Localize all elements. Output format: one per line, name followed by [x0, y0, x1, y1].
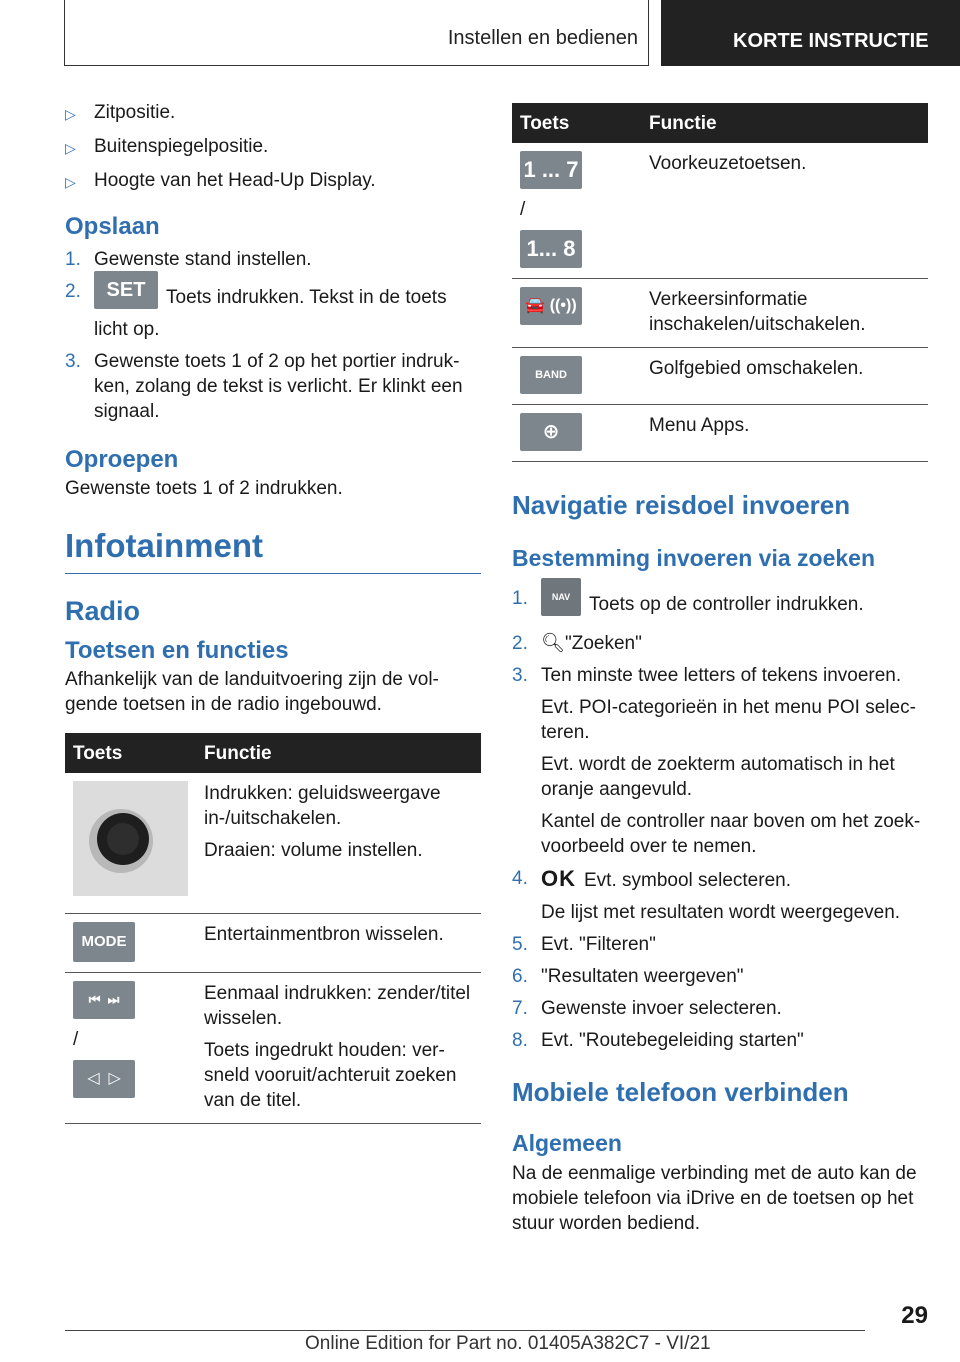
step-item: 8. Evt. "Routebegeleiding starten" — [512, 1030, 804, 1051]
band-key-icon: BAND — [520, 356, 582, 394]
ok-symbol-icon: OK — [541, 866, 576, 891]
table-row: 🚘 ((•)) Verkeersinformatie inschakelen/uitschakelen. — [512, 279, 928, 348]
bullet-item: ▷ Buitenspiegelpositie. — [65, 134, 481, 161]
step-item: 1. NAV Toets op de controller indrukken. — [512, 586, 928, 624]
apps-globe-key-icon: ⊕ — [520, 413, 582, 451]
heading-opslaan: Opslaan — [65, 213, 160, 240]
footer-edition: Online Edition for Part no. 01405A382C7 - VI/21 — [305, 1333, 711, 1354]
triangle-bullet-icon: ▷ — [65, 140, 76, 156]
heading-algemeen: Algemeen — [512, 1130, 622, 1156]
step-item: 3. Gewenste toets 1 of 2 op het portier indruk-ken, zolang de tekst is verlicht. Er klinkt een signaal. — [65, 351, 463, 422]
footer-divider — [65, 1330, 865, 1331]
mode-key-icon: MODE — [73, 922, 135, 962]
table-row: MODE Entertainmentbron wisselen. — [65, 914, 481, 973]
step-item: 3. Ten minste twee letters of tekens invoeren. Evt. POI-categorieën in het menu POI selec-teren. Evt. wordt de zoekterm automatisch in het oranje aangevuld. Kantel de controller naar boven om het zoek-voorbeeld over te nemen. — [512, 665, 921, 857]
table-row: Indrukken: geluidsweergave in-/uitschakelen. Draaien: volume instellen. — [65, 773, 481, 914]
triangle-bullet-icon: ▷ — [65, 106, 76, 122]
heading-toetsen: Toetsen en functies — [65, 637, 289, 664]
preset-keys-7-icon: 1 ... 7 — [520, 151, 582, 189]
header-section-title: Instellen en bedienen — [447, 27, 638, 49]
nav-key-icon: NAV — [541, 578, 581, 616]
header-section-box — [64, 0, 649, 66]
step-item: 7. Gewenste invoer selecteren. — [512, 998, 782, 1019]
left-column — [65, 100, 481, 1124]
preset-keys-8-icon: 1... 8 — [520, 230, 582, 268]
bullet-item: ▷ Zitpositie. — [65, 100, 481, 127]
algemeen-text: Na de eenmalige verbinding met de auto kan de mobiele telefoon via iDrive en de toetsen op het stuur worden bediend. — [512, 1163, 917, 1234]
table-row: ⏮ ⏭ / ◁ ▷ Eenmaal indrukken: zender/titel wisselen. Toets ingedrukt houden: ver-sneld vooruit/achteruit zoeken van de titel. — [65, 973, 481, 1124]
bullet-item: ▷ Hoogte van het Head-Up Display. — [65, 168, 481, 195]
heading-mobiele-telefoon: Mobiele telefoon verbinden — [512, 1077, 849, 1107]
header-chapter-tab: KORTE INSTRUCTIE — [661, 0, 960, 66]
arrow-keys-icon: ◁ ▷ — [73, 1060, 135, 1098]
table-row: 1 ... 7 / 1... 8 Voorkeuzetoetsen. — [512, 143, 928, 279]
table-header-functie: Functie — [641, 103, 928, 143]
table-row: ⊕ Menu Apps. — [512, 405, 928, 462]
radio-keys-table-continued — [512, 103, 928, 462]
skip-keys-icon: ⏮ ⏭ — [73, 981, 135, 1019]
heading-radio: Radio — [65, 596, 141, 626]
step-item: 2. SET Toets indrukken. Tekst in de toets licht op. — [65, 279, 481, 342]
step-item: 2. 🔍︎"Zoeken" — [512, 633, 642, 654]
heading-oproepen: Oproepen — [65, 446, 179, 473]
table-header-toets: Toets — [65, 733, 196, 773]
search-icon: 🔍︎ — [541, 633, 566, 654]
volume-knob-icon — [73, 781, 188, 896]
table-header-toets: Toets — [512, 103, 641, 143]
heading-navigatie: Navigatie reisdoel invoeren — [512, 490, 851, 520]
toetsen-intro: Afhankelijk van de landuitvoering zijn de vol-gende toetsen in de radio ingebouwd. — [65, 669, 439, 715]
step-item: 4. OK Evt. symbool selecteren. De lijst met resultaten wordt weergegeven. — [512, 866, 901, 923]
radio-keys-table — [65, 733, 481, 1124]
table-row: BAND Golfgebied omschakelen. — [512, 348, 928, 405]
table-header-functie: Functie — [196, 733, 481, 773]
step-item: 1. Gewenste stand instellen. — [65, 249, 312, 270]
right-column — [512, 103, 928, 1236]
heading-bestemming: Bestemming invoeren via zoeken — [512, 545, 876, 571]
oproepen-text: Gewenste toets 1 of 2 indrukken. — [65, 478, 343, 499]
traffic-info-key-icon: 🚘 ((•)) — [520, 287, 582, 325]
triangle-bullet-icon: ▷ — [65, 174, 76, 190]
step-item: 5. Evt. "Filteren" — [512, 934, 656, 955]
set-key-icon: SET — [94, 271, 158, 309]
step-item: 6. "Resultaten weergeven" — [512, 966, 744, 987]
page-number: 29 — [901, 1302, 928, 1329]
heading-infotainment: Infotainment — [65, 527, 481, 574]
